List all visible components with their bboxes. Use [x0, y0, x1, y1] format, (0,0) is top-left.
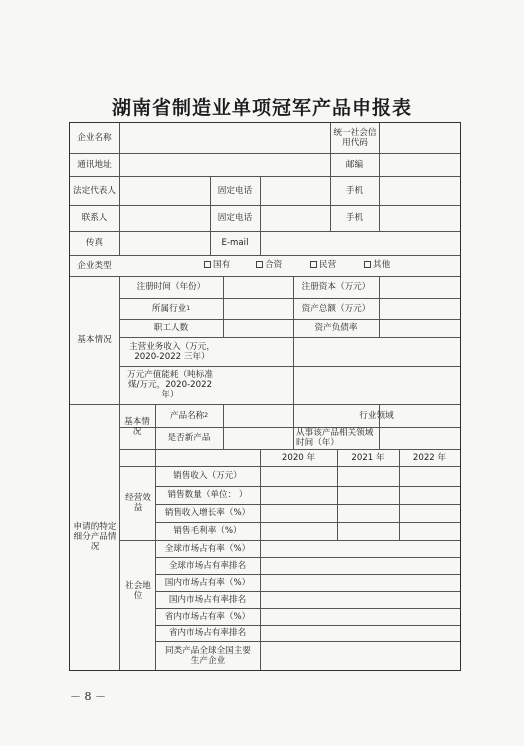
- label-company-name: 企业名称: [77, 133, 112, 143]
- label-social: 社会地位: [125, 580, 151, 601]
- label-main-revenue: 主营业务收入（万元，2020-2022 三年）: [129, 341, 215, 362]
- checkbox-icon: [204, 261, 211, 268]
- checkbox-icon: [310, 261, 317, 268]
- label-province-rank: 省内市场占有率排名: [168, 628, 247, 638]
- label-is-new: 是否新产品: [167, 433, 211, 443]
- label-years-in-field: 从事该产品相关领域时间（年）: [296, 428, 374, 448]
- label-total-assets: 资产总额（万元）: [301, 303, 371, 314]
- type-option-jv[interactable]: 合资: [256, 260, 282, 270]
- page-number: － 8 －: [70, 690, 106, 703]
- label-sales-revenue: 销售收入（万元）: [173, 471, 242, 481]
- label-energy: 万元产值能耗（吨标准煤/万元，2020-2022 年）: [127, 370, 213, 400]
- label-employees: 职工人数: [153, 323, 189, 333]
- label-industry: 所属行业 1: [151, 303, 191, 314]
- label-basic-info: 基本情况: [77, 335, 112, 345]
- label-contact: 联系人: [81, 213, 108, 223]
- label-reg-time: 注册时间（年份）: [136, 282, 206, 292]
- label-product-basic: 基本情况: [124, 416, 150, 437]
- label-product-section: 申请的特定细分产品情况: [73, 522, 117, 552]
- checkbox-icon: [256, 261, 263, 268]
- label-sales-growth: 销售收入增长率（%）: [164, 508, 251, 518]
- label-debt-ratio: 资产负债率: [314, 323, 358, 333]
- label-peers: 同类产品全球全国主要生产企业: [165, 645, 251, 666]
- label-fixed-phone: 固定电话: [217, 185, 253, 196]
- label-reg-capital: 注册资本（万元）: [301, 282, 371, 292]
- type-option-state[interactable]: 国有: [204, 260, 230, 270]
- type-option-other[interactable]: 其他: [364, 260, 390, 270]
- label-operation: 经营效益: [125, 493, 151, 513]
- label-global-share: 全球市场占有率（%）: [164, 543, 251, 554]
- label-fixed-phone-2: 固定电话: [217, 213, 253, 223]
- label-global-rank: 全球市场占有率排名: [168, 560, 247, 571]
- label-address: 通讯地址: [77, 159, 112, 170]
- type-option-private[interactable]: 民营: [310, 260, 336, 270]
- label-domestic-rank: 国内市场占有率排名: [168, 594, 247, 605]
- label-product-name: 产品名称 2: [169, 410, 209, 421]
- label-gross-margin: 销售毛利率（%）: [173, 526, 242, 536]
- label-sales-qty: 销售数量（单位： ）: [167, 490, 248, 500]
- label-mobile-2: 手机: [345, 213, 364, 223]
- label-mobile: 手机: [345, 185, 364, 196]
- checkbox-icon: [364, 261, 371, 268]
- year-2021: 2021 年: [351, 452, 385, 463]
- application-form: [69, 122, 461, 671]
- label-postcode: 邮编: [345, 159, 364, 170]
- label-province-share: 省内市场占有率（%）: [164, 611, 251, 622]
- year-2022: 2022 年: [412, 452, 447, 463]
- form-title: 湖南省制造业单项冠军产品申报表: [111, 97, 412, 119]
- label-email: E-mail: [221, 238, 249, 248]
- label-company-type: 企业类型: [77, 260, 112, 271]
- label-credit-code: 统一社会信用代码: [333, 128, 377, 148]
- label-industry-field: 行业领域: [359, 410, 394, 421]
- label-legal-rep: 法定代表人: [73, 185, 116, 196]
- label-domestic-share: 国内市场占有率（%）: [164, 577, 251, 588]
- year-2020: 2020 年: [281, 452, 316, 463]
- label-fax: 传真: [85, 238, 104, 248]
